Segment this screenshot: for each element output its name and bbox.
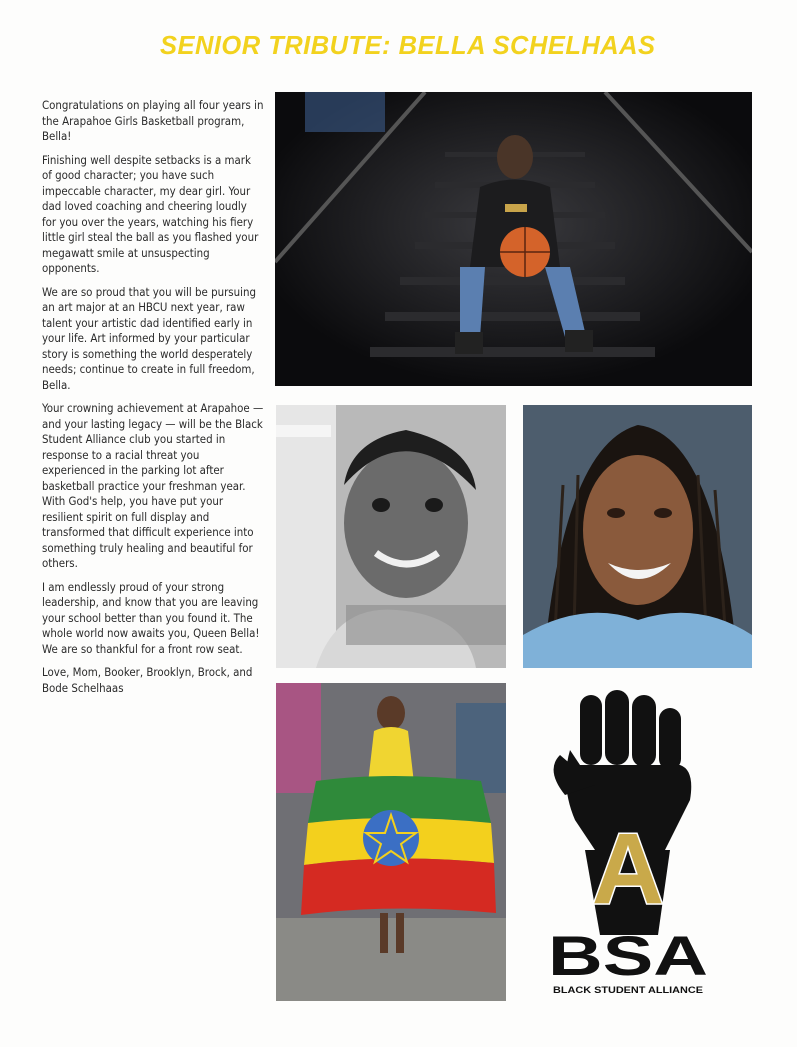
- paragraph-bsa-legacy: Your crowning achievement at Arapahoe — and your lasting legacy — will be the Black Student Alliance club you started in response to a racial threat you experienced in the parking lot after basketball practice your freshman year. With God's help, you have put your resilient spirit on full display and transformed that difficult experience into something truly healing and beautiful for others.: [42, 401, 264, 570]
- flag-photo: [276, 683, 506, 1001]
- tribute-text: [42, 98, 264, 704]
- paragraph-art-major: We are so proud that you will be pursuing an art major at an HBCU next year, raw talent your artistic dad identified early in your life. Art informed by your particular story is something the world desperately needs; continue to create in full freedom, Bella.: [42, 284, 256, 392]
- paragraph-congratulations: Congratulations on playing all four years in the Arapahoe Girls Basketball program, Bella!: [42, 98, 264, 143]
- paragraph-character: Finishing well despite setbacks is a mark of good character; you have such impeccable character, my dear girl. Your dad loved coaching and cheering loudly for you over the years, watching his fiery little girl steal the ball as you flashed your megawatt smile at unsuspecting opponents.: [42, 152, 259, 275]
- portrait-photo: [523, 405, 752, 668]
- page-title: SENIOR TRIBUTE: BELLA SCHELHAAS: [160, 30, 656, 60]
- basketball-photo: [275, 92, 752, 386]
- paragraph-signature: Love, Mom, Booker, Brooklyn, Brock, and Bode Schelhaas: [42, 665, 253, 695]
- logo-letter: A: [591, 813, 665, 925]
- logo-abbr: BSA: [548, 924, 708, 987]
- paragraph-leadership: I am endlessly proud of your strong leadership, and know that you are leaving your school better than you found it. The whole world now awaits you, Queen Bella! We are so thankful for a front row seat.: [42, 579, 260, 656]
- bsa-logo: [540, 690, 715, 1005]
- logo-name: BLACK STUDENT ALLIANCE: [553, 985, 703, 996]
- childhood-photo: [276, 405, 506, 668]
